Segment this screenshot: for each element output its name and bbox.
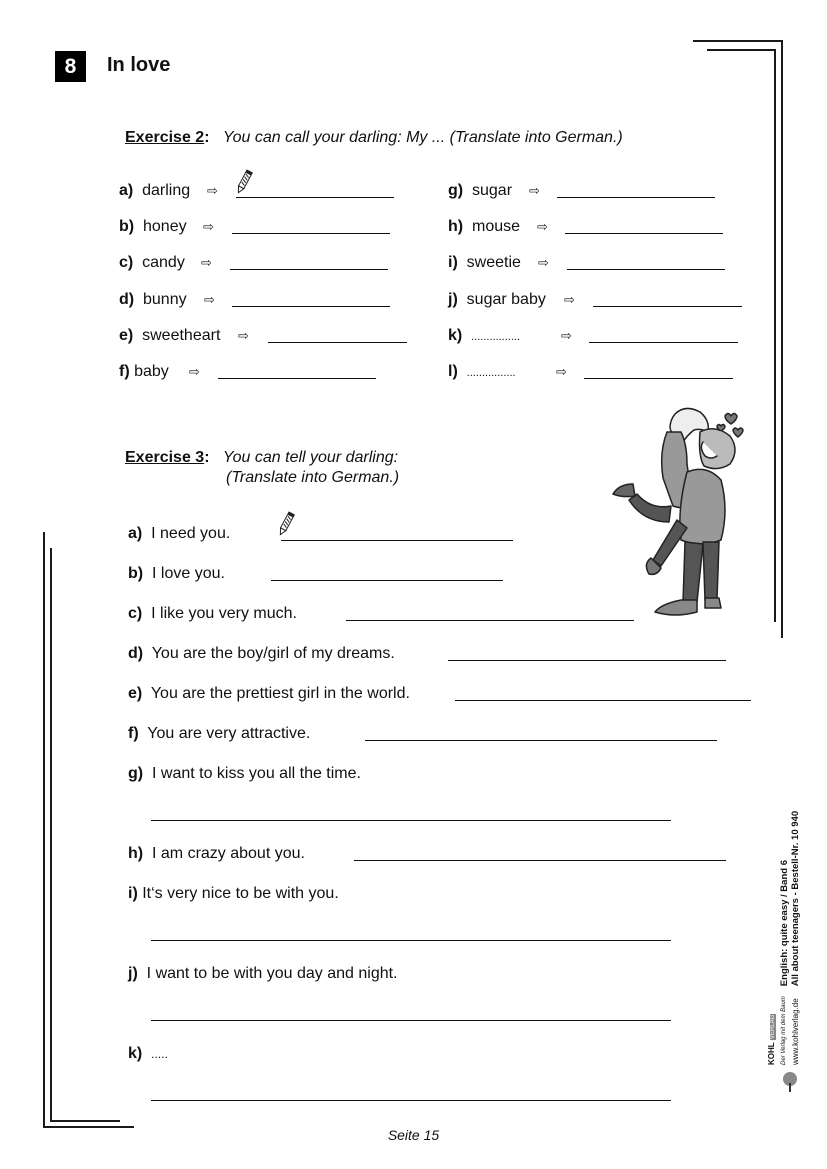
answer-line[interactable] <box>151 940 671 941</box>
item-text: I want to kiss you all the time. <box>152 765 361 782</box>
exercise3-heading-line2 <box>226 469 399 487</box>
item-letter: f) <box>119 363 130 380</box>
item-letter: e) <box>119 327 134 344</box>
item-text: I want to be with you day and night. <box>146 965 398 982</box>
ex2-item-h <box>448 218 520 236</box>
item-text: You are very attractive. <box>147 725 311 742</box>
item-letter: b) <box>128 565 144 582</box>
frame-top-outer <box>693 40 783 42</box>
exercise3-label: Exercise 3 <box>125 449 205 466</box>
item-letter: j) <box>448 291 458 308</box>
ex2-item-g <box>448 182 512 200</box>
item-text: You are the prettiest girl in the world. <box>150 685 410 702</box>
page-number: Seite 15 <box>387 1127 440 1143</box>
frame-left-inner <box>50 548 52 1122</box>
item-letter: g) <box>128 765 144 782</box>
item-word: mouse <box>472 218 521 235</box>
ex2-item-b <box>119 218 187 236</box>
answer-line[interactable] <box>230 269 388 270</box>
exercise2-colon: : <box>204 129 210 146</box>
ex3-item-k <box>128 1045 168 1063</box>
ex3-item-c <box>128 605 297 623</box>
item-letter: i) <box>128 885 138 902</box>
item-word: baby <box>134 363 169 380</box>
answer-line[interactable] <box>354 860 726 861</box>
ex2-item-c <box>119 254 185 272</box>
answer-line[interactable] <box>151 1100 671 1101</box>
arrow-icon: ⇨ <box>189 364 200 379</box>
exercise3-instruction-line1: You can tell your darling: <box>222 449 399 466</box>
exercise2-heading <box>125 129 623 147</box>
ex2-item-e <box>119 327 220 345</box>
publisher-sidebar <box>766 811 801 1093</box>
item-text: ..... <box>151 1047 168 1061</box>
answer-line[interactable] <box>365 740 717 741</box>
ex2-item-i <box>448 254 521 272</box>
arrow-icon: ⇨ <box>204 292 215 307</box>
arrow-icon: ⇨ <box>238 328 249 343</box>
answer-line[interactable] <box>268 342 407 343</box>
tree-logo-icon <box>779 1071 801 1093</box>
frame-top-inner <box>707 49 776 51</box>
frame-right-inner <box>774 49 776 622</box>
item-letter: b) <box>119 218 135 235</box>
answer-line[interactable] <box>232 233 390 234</box>
item-letter: d) <box>119 291 135 308</box>
frame-left-outer <box>43 532 45 1128</box>
frame-right-outer <box>781 40 783 638</box>
ex3-item-a <box>128 525 230 543</box>
exercise2-label: Exercise 2 <box>125 129 205 146</box>
item-word: candy <box>142 254 185 271</box>
pencil-icon <box>276 510 296 538</box>
answer-line[interactable] <box>448 660 726 661</box>
answer-line[interactable] <box>584 378 733 379</box>
arrow-icon: ⇨ <box>537 219 548 234</box>
item-word: sweetheart <box>142 327 221 344</box>
answer-line[interactable] <box>455 700 751 701</box>
ex3-item-e <box>128 685 410 703</box>
page-title: In love <box>107 54 171 76</box>
arrow-icon: ⇨ <box>201 255 212 270</box>
answer-line[interactable] <box>236 197 394 198</box>
publisher-tag: VERLAG <box>770 1014 776 1040</box>
answer-line[interactable] <box>565 233 723 234</box>
answer-line[interactable] <box>271 580 503 581</box>
item-letter: k) <box>448 327 463 344</box>
ex2-item-a <box>119 182 190 200</box>
item-word: ................ <box>471 331 521 343</box>
answer-line[interactable] <box>232 306 390 307</box>
item-text: I need you. <box>151 525 231 542</box>
publisher-slogan: Der Verlag mit dem Baum <box>781 996 787 1065</box>
chapter-number: 8 <box>55 51 86 82</box>
arrow-icon: ⇨ <box>556 364 567 379</box>
answer-line[interactable] <box>589 342 738 343</box>
item-word: sugar <box>472 182 513 199</box>
sidebar-line1: English: quite easy / Band 6 <box>779 860 790 987</box>
item-letter: h) <box>128 845 144 862</box>
ex2-item-l <box>448 363 516 381</box>
item-text: You are the boy/girl of my dreams. <box>151 645 395 662</box>
ex3-item-h <box>128 845 305 863</box>
ex3-item-d <box>128 645 395 663</box>
ex3-item-b <box>128 565 225 583</box>
publisher-name: KOHL <box>767 1042 776 1065</box>
exercise2-instruction: You can call your darling: My ... (Translate into German.) <box>222 129 623 146</box>
item-letter: l) <box>448 363 458 380</box>
item-letter: a) <box>119 182 134 199</box>
sidebar-line2: All about teenagers - Bestell-Nr. 10 940 <box>790 810 801 987</box>
item-letter: e) <box>128 685 143 702</box>
item-letter: i) <box>448 254 458 271</box>
answer-line[interactable] <box>567 269 725 270</box>
item-text: It‘s very nice to be with you. <box>142 885 339 902</box>
item-word: honey <box>143 218 187 235</box>
arrow-icon: ⇨ <box>564 292 575 307</box>
answer-line[interactable] <box>557 197 715 198</box>
answer-line[interactable] <box>281 540 513 541</box>
item-letter: a) <box>128 525 143 542</box>
item-letter: f) <box>128 725 139 742</box>
item-text: I like you very much. <box>151 605 297 622</box>
arrow-icon: ⇨ <box>538 255 549 270</box>
ex2-item-d <box>119 291 187 309</box>
item-letter: k) <box>128 1045 143 1062</box>
item-word: sugar baby <box>466 291 546 308</box>
pencil-icon <box>234 168 254 196</box>
item-letter: c) <box>128 605 143 622</box>
answer-line[interactable] <box>151 820 671 821</box>
item-letter: d) <box>128 645 144 662</box>
exercise3-colon: : <box>204 449 210 466</box>
ex2-item-j <box>448 291 546 309</box>
answer-line[interactable] <box>593 306 742 307</box>
ex3-item-i <box>128 885 339 903</box>
exercise3-heading <box>125 449 398 467</box>
arrow-icon: ⇨ <box>529 183 540 198</box>
frame-bottom-inner <box>50 1120 120 1122</box>
item-word: sweetie <box>466 254 521 271</box>
item-letter: j) <box>128 965 138 982</box>
arrow-icon: ⇨ <box>203 219 214 234</box>
publisher-website: www.kohlverlag.de <box>791 998 800 1065</box>
item-text: I am crazy about you. <box>152 845 305 862</box>
ex2-item-f <box>119 363 169 381</box>
ex3-item-g <box>128 765 361 783</box>
item-word: bunny <box>143 291 187 308</box>
couple-illustration <box>605 402 755 620</box>
item-word: ................ <box>466 367 516 379</box>
answer-line[interactable] <box>346 620 634 621</box>
ex3-item-j <box>128 965 398 983</box>
item-text: I love you. <box>152 565 225 582</box>
item-letter: h) <box>448 218 464 235</box>
item-word: darling <box>142 182 191 199</box>
arrow-icon: ⇨ <box>561 328 572 343</box>
ex3-item-f <box>128 725 310 743</box>
arrow-icon: ⇨ <box>207 183 218 198</box>
ex2-item-k <box>448 327 520 345</box>
exercise3-instruction-line2: (Translate into German.) <box>226 469 400 486</box>
answer-line[interactable] <box>218 378 376 379</box>
item-letter: g) <box>448 182 464 199</box>
item-letter: c) <box>119 254 134 271</box>
answer-line[interactable] <box>151 1020 671 1021</box>
